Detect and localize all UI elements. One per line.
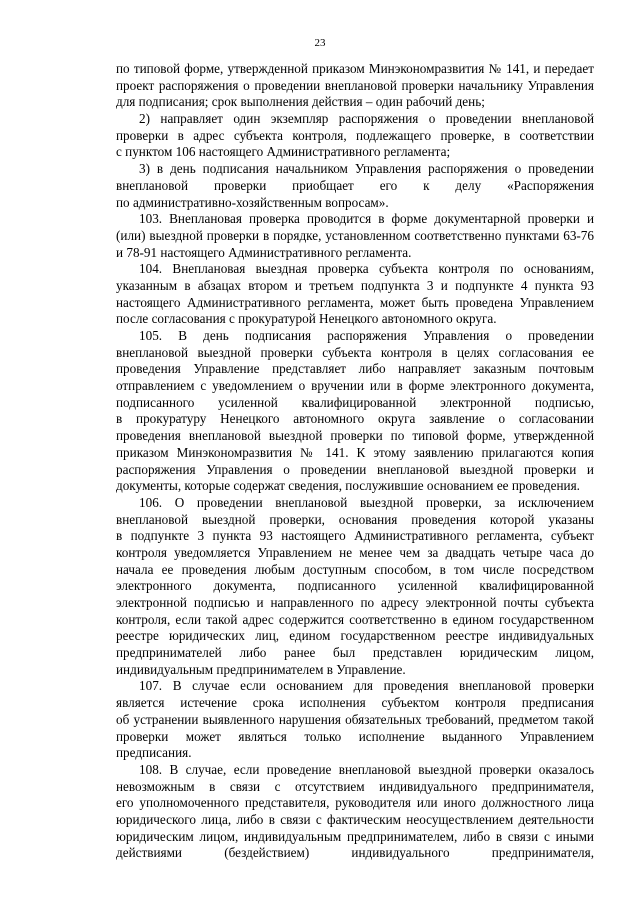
text-line: внеплановой проверки приобщает его к делу «Распоряжения (116, 177, 594, 193)
text-line: 105. В день подписания распоряжения Управления о проведении (139, 328, 594, 343)
text-line: невозможным в связи с отсутствием индивидуального предпринимателя, (116, 778, 594, 794)
text-line: начала ее проведения любым доступным способом, в том числе посредством (116, 561, 594, 577)
text-line: внеплановой выездной проверки, основания проведения которой указаны (116, 511, 594, 527)
text-line: по типовой форме, утвержденной приказом Минэкономразвития № 141, и передает (116, 61, 594, 76)
text-line: в прокуратуру Ненецкого автономного округа заявление о согласовании (116, 411, 594, 427)
text-line: 107. В случае если основанием для проведения внеплановой проверки (139, 678, 594, 694)
text-line: юридического лица, либо в связи с фактическим неосуществлением деятельности (116, 811, 594, 827)
text-line: предпринимателей либо ранее был представлен юридическим лицом, (116, 645, 594, 661)
text-line: и 78-91 настоящего Административного регламента. (116, 244, 412, 260)
text-line: его уполномоченного представителя, руководителя или иного должностного лица (116, 795, 594, 811)
text-line: подписанного усиленной квалифицированной электронной подписью, (116, 394, 594, 410)
text-line: электронной подписью и направленного по адресу электронной почты субъекта (116, 595, 594, 610)
text-line: с пунктом 106 настоящего Административного регламента; (116, 144, 451, 160)
text-line: юридическим лицом, индивидуальным предпринимателем, либо в связи с иными (116, 828, 594, 844)
text-line: 108. В случае, если проведение внеплановой выездной проверки оказалось (139, 761, 594, 777)
text-line: после согласования с прокуратурой Ненецкого автономного округа. (116, 311, 497, 327)
text-line: по административно-хозяйственным вопросам». (116, 194, 389, 210)
text-line: индивидуальным предпринимателем в Управление. (116, 661, 406, 677)
text-line: 3) в день подписания начальником Управления распоряжения о проведении (139, 161, 594, 177)
text-line: в подпункте 3 пункта 93 настоящего Административного регламента, субъект (116, 528, 594, 544)
text-line: (или) выездной проверки в порядке, установленном соответственно пунктами 63-76 (116, 227, 594, 243)
text-line: реестре юридических лиц, едином государственном реестре индивидуальных (116, 628, 594, 644)
text-line: является истечение срока исполнения субъектом контроля предписания (116, 695, 594, 711)
text-line: контроля уведомляется Управлением не менее чем за двадцать четыре часа до (116, 544, 594, 560)
document-body (116, 61, 594, 862)
text-line: проверки может являться только исполнение выданного Управлением (116, 728, 594, 744)
text-line: указанным в абзацах втором и третьем подпункта 3 и подпункте 4 пункта 93 (116, 277, 594, 293)
text-line: 106. О проведении внеплановой выездной проверки, за исключением (139, 494, 594, 510)
text-line: контроля, если такой адрес содержится соответственно в едином государственном (116, 611, 594, 627)
text-line: отправлением с уведомлением о вручении или в форме электронного документа, (116, 378, 594, 394)
text-line: настоящего Административного регламента, может быть проведена Управлением (116, 294, 594, 310)
text-line: приказом Минэкономразвития № 141. К этому заявлению прилагаются копия (116, 444, 594, 460)
text-line: проект распоряжения о проведении внеплановой проверки начальнику Управления (116, 77, 594, 93)
text-line: документы, которые содержат сведения, послужившие основанием ее проведения. (116, 478, 580, 494)
text-line: для подписания; срок выполнения действия – один рабочий день; (116, 94, 485, 110)
text-line: 103. Внеплановая проверка проводится в форме документарной проверки и (139, 211, 594, 227)
text-line: 2) направляет один экземпляр распоряжения о проведении внеплановой (139, 111, 594, 127)
text-line: проведения внеплановой выездной проверки по типовой форме, утвержденной (116, 428, 594, 444)
text-line: проверки в адрес субъекта контроля, подлежащего проверке, в соответствии (116, 127, 594, 143)
text-line: об устранении выявленного нарушения обязательных требований, предметом такой (116, 711, 594, 727)
text-line: распоряжения Управления о проведении внеплановой выездной проверки и (116, 461, 594, 477)
page-number: 23 (314, 37, 326, 49)
text-line: действиями (бездействием) индивидуального предпринимателя, (116, 845, 594, 861)
text-line: 104. Внеплановая выездная проверка субъекта контроля по основаниям, (139, 261, 594, 277)
text-line: внеплановой выездной проверки субъекта контроля в целях согласования ее (116, 344, 594, 360)
text-line: проведения Управление представляет либо направляет заказным почтовым (116, 361, 594, 377)
text-line: электронного документа, подписанного усиленной квалифицированной (116, 578, 594, 594)
text-line: предписания. (116, 745, 192, 761)
